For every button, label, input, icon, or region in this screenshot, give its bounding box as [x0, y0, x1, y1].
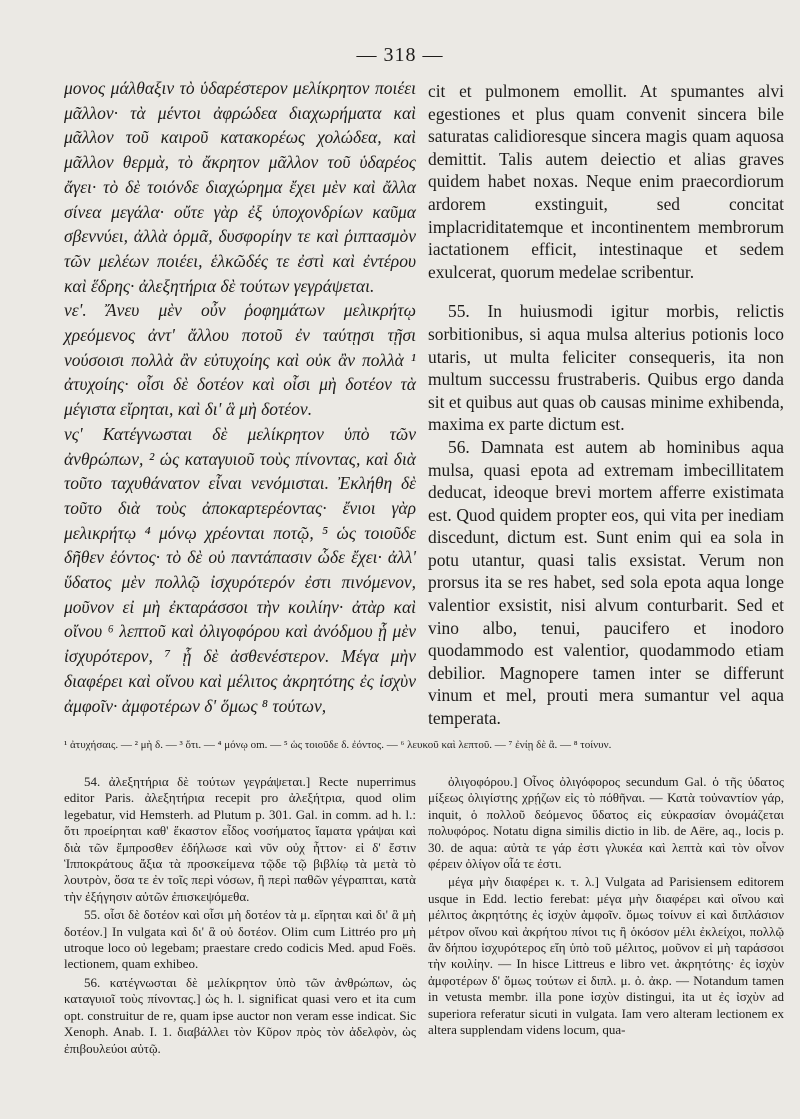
- page-number: — 318 —: [356, 44, 444, 66]
- greek-text-column: [64, 76, 416, 718]
- greek-paragraph-56: νς' Κατέγνωσται δὲ μελίκρητον ὑπὸ τῶν ἀνθρώπων, ² ὡς καταγυιοῦ τοὺς πίνοντας, καὶ διὰ τοῦτο ταχυθάνατον εἶναι νενόμισται. Ἐκλήθη δὲ τοῦτο διὰ τοὺς ἀποκαρτερέοντας· ἔνιοι γὰρ μελικρήτῳ ⁴ μόνῳ χρέονται ποτῷ, ⁵ ὡς τοιοῦδε δῆθεν ἐόντος· τὸ δὲ οὐ παντάπασιν ὧδε ἔχει· ἀλλ' ὕδατος μὲν πολλῷ ἰσχυρότερόν ἐστι πινόμενον, μοῦνον εἰ μὴ ἐκταράσσοι τὴν κοιλίην· ἀτὰρ καὶ οἴνου ⁶ λεπτοῦ καὶ ὀλιγοφόρου καὶ ἀνόδμου ᾗ μὲν ἰσχυρότερον, ⁷ ᾗ δὲ ἀσθενέστερον. Μέγα μὴν διαφέρει καὶ οἴνου καὶ μέλιτος ἀκρητότης ἐς ἰσχὺν ἀμφοῖν· ἀμφοτέρων δ' ὅμως ⁸ τούτων,: [64, 423, 416, 716]
- latin-paragraph-56: 56. Damnata est autem ab hominibus aqua mulsa, quasi epota ad extremam imbecillitatem deducat, ideoque brevi mortem afferre existimata est. Quod quidem propter eos, qui vita per inediam discedunt, dictum est. Sunt enim qui ea sola in potu utantur, quasi talis exsistat. Verum non prorsus ita se res habet, sed sola epota aqua longe valentior exsistit, nisi alvum conturbarit. Sed et vino albo, tenui, paucifero et inodoro quodammodo est valentior, quodammodo etiam debilior. Magnopere tamen inter se differunt vinum et mel, prouti mera sumantur vel aqua temperata.: [428, 436, 784, 729]
- latin-paragraph-cont: cit et pulmonem emollit. At spumantes alvi egestiones et plus quam convenit sincera bile saturatas calidioresque sincera magis quam aquosa demittit. Talis autem deiectio et alias graves quidem habet noxas. Neque enim praecordiorum ardorem exstinguit, sed concitat implacriditatemque et incontinentem membrorum iactationem efficit, intestinaque et sedem exulcerat, quorum medelae scribentur.: [428, 81, 784, 282]
- latin-paragraph-55: 55. In huiusmodi igitur morbis, relictis sorbitionibus, si aqua mulsa alterius potionis loco utaris, ut multa feliciter consequeris, ita non multum successu frustraberis. Quibus ergo danda sit et quibus aut quas ob causas minime exhibenda, maxima ex parte dictum est.: [428, 301, 784, 435]
- latin-text-column: [428, 80, 784, 730]
- greek-paragraph-cont: μονος μάλθαξιν τὸ ὑδαρέστερον μελίκρητον ποιέει μᾶλλον· τὰ μέντοι ἀφρώδεα διαχωρήματα καὶ μᾶλλον τοῦ καιροῦ κατακορέως χολώδεα, καὶ μᾶλλον θερμὰ, τὸ ἄκρητον μᾶλλον τοῦ ὑδαρέος ἄγει· τὸ δὲ τοιόνδε διαχώρημα ἔχει μὲν καὶ ἄλλα σίνεα μεγάλα· οὔτε γὰρ ἐξ ὑποχονδρίων καῦμα σβεννύει, ἀλλὰ ὁρμᾶ, δυσφορίην τε καὶ ῥιπτασμὸν τῶν μελέων ποιέει, ἑλκῶδές τε ἐστὶ καὶ ἐντέρου καὶ ἕδρης· ἀλεξητήρια δὲ τούτων γεγράψεται.: [64, 78, 416, 296]
- note-56: 56. κατέγνωσται δὲ μελίκρητον ὑπὸ τῶν ἀνθρώπων, ὡς καταγυιοῖ τοὺς πίνοντας.] ὡς h. l. significat quasi vero et ita cum opt. construitur de re, quam ipse auctor non veram esse indicat. Sic Xenoph. Anab. I. 1. διαβάλλει τὸν Κῦρον πρὸς τὸν ἀδελφὸν, ὡς ἐπιβουλεύοι αὐτῷ.: [64, 974, 416, 1056]
- notes-right-column: [428, 774, 784, 1041]
- note-oligophorou: ὀλιγοφόρου.] Οἶνος ὀλιγόφορος secundum Gal. ὁ τῆς ὑδατος μίξεως ὀλιγίστης χρῄζων εἰς τὸ πόθῆναι. — Κατὰ τοὐναντίον γάρ, inquit, ὁ πολλοῦ δεόμενος ὕδατος εἰς εὐκρασίαν ὀνομάζεται πολυφόρος. Notatu digna similis dictio in lib. de Aëre, aq., locis p. 30. de aqua: αὐτὰ τε γάρ ἐστι γλυκέα καὶ λεπτὰ καὶ τὸν οἶνον φέρειν ὀλίγον οἷά τε ἐστι.: [428, 774, 784, 872]
- note-mega-men: μέγα μὴν διαφέρει κ. τ. λ.] Vulgata ad Parisiensem editorem usque in Edd. lectio ferebat: μέγα μὴν διαφέρει καὶ οἴνου καὶ μέλιτος ἀκρητότης ἐς ἰσχὺν ἀμφοῖν. ὅμως τοίνυν εἰ καὶ διπλάσιον μέτρον οἴνου καὶ ἀκρήτου πίνοι τις ἢ ὁκόσον μέλι ἐκλείχοι, πολλῷ ἂν δήπου ἰσχυρότερος εἴη ὑπὸ τοῦ μέλιτος, μοῦνον εἰ μὴ ταράσσοι τὴν κοιλίην. — In hisce Littreus e libro vet. ἀκρητότης· ἐς ἰσχὺν ἀμφοτέρων δ' ὅμως τούτων εἰ διπλ. μ. ὀ. ἀκρ. — Notandum tamen in vetusta membr. illa pone ἰσχὺν distingui, ita ut ἐς ἰσχὺν ad superiora referatur sicuti in vulgata. Iam vero alteram lectionem ex altera supplendam videns locum, qua-: [428, 874, 784, 1038]
- greek-paragraph-55: νε'. Ἄνευ μὲν οὖν ῥοφημάτων μελικρήτῳ χρεόμενος ἀντ' ἄλλου ποτοῦ ἐν ταύτῃσι τῇσι νούσοισι πολλὰ ἂν εὐτυχοίης καὶ οὐκ ἂν πολλὰ ¹ ἀτυχοίης· οἷσι δὲ δοτέον καὶ οἷσι μὴ δοτέον τὰ μέγιστα εἴρηται, καὶ δι' ἃ μὴ δοτέον.: [64, 300, 416, 420]
- notes-left-column: [64, 774, 416, 1059]
- footnote-variants: ¹ ἀτυχήσαις. — ² μὴ δ. — ³ ὅτι. — ⁴ μόνῳ om. — ⁵ ὡς τοιοῦδε δ. ἐόντος. — ⁶ λευκοῦ καὶ λεπτοῦ. — ⁷ ἐνίῃ δὲ ἂ. — ⁸ τοίνυν.: [64, 739, 612, 751]
- note-55: 55. οἷσι δὲ δοτέον καὶ οἷσι μὴ δοτέον τὰ μ. εἴρηται καὶ δι' ἃ μὴ δοτέον.] In vulgata καὶ δι' ἃ οὐ δοτέον. Olim cum Littréo pro μὴ utroque loco οὐ legebam; praestare credo codicis Med. apud Foës. lectionem, quam exhibeo.: [64, 907, 416, 972]
- note-54: 54. ἀλεξητήρια δὲ τούτων γεγράψεται.] Recte nuperrimus editor Paris. ἀλεξητήρια recepit pro ἀλεξήτρια, quod olim legebatur, vid Hemsterh. ad Plutum p. 301. Gal. in comm. ad h. l.: ὅτι προείρηται καθ' ἕκαστον εἶδος νοσήματος ἴαματα γράψαι καὶ διὰ τῶν ἔμπροσθεν ἐδήλωσε καὶ νῦν οὐχ ἧττον· εἰ δ' ἔστιν Ἱπποκράτους ἄξια τὰ προσκείμενα τῷδε τῷ βιβλίῳ τὰ μετὰ τὸ λουτρὸν, ὅσα τε ἐν τοῖς περὶ νόσων, ἢ περὶ παθῶν γέγραπται, κατὰ τὴν ἐξήγησιν αὐτῶν ἐπισκεψόμεθα.: [64, 774, 416, 904]
